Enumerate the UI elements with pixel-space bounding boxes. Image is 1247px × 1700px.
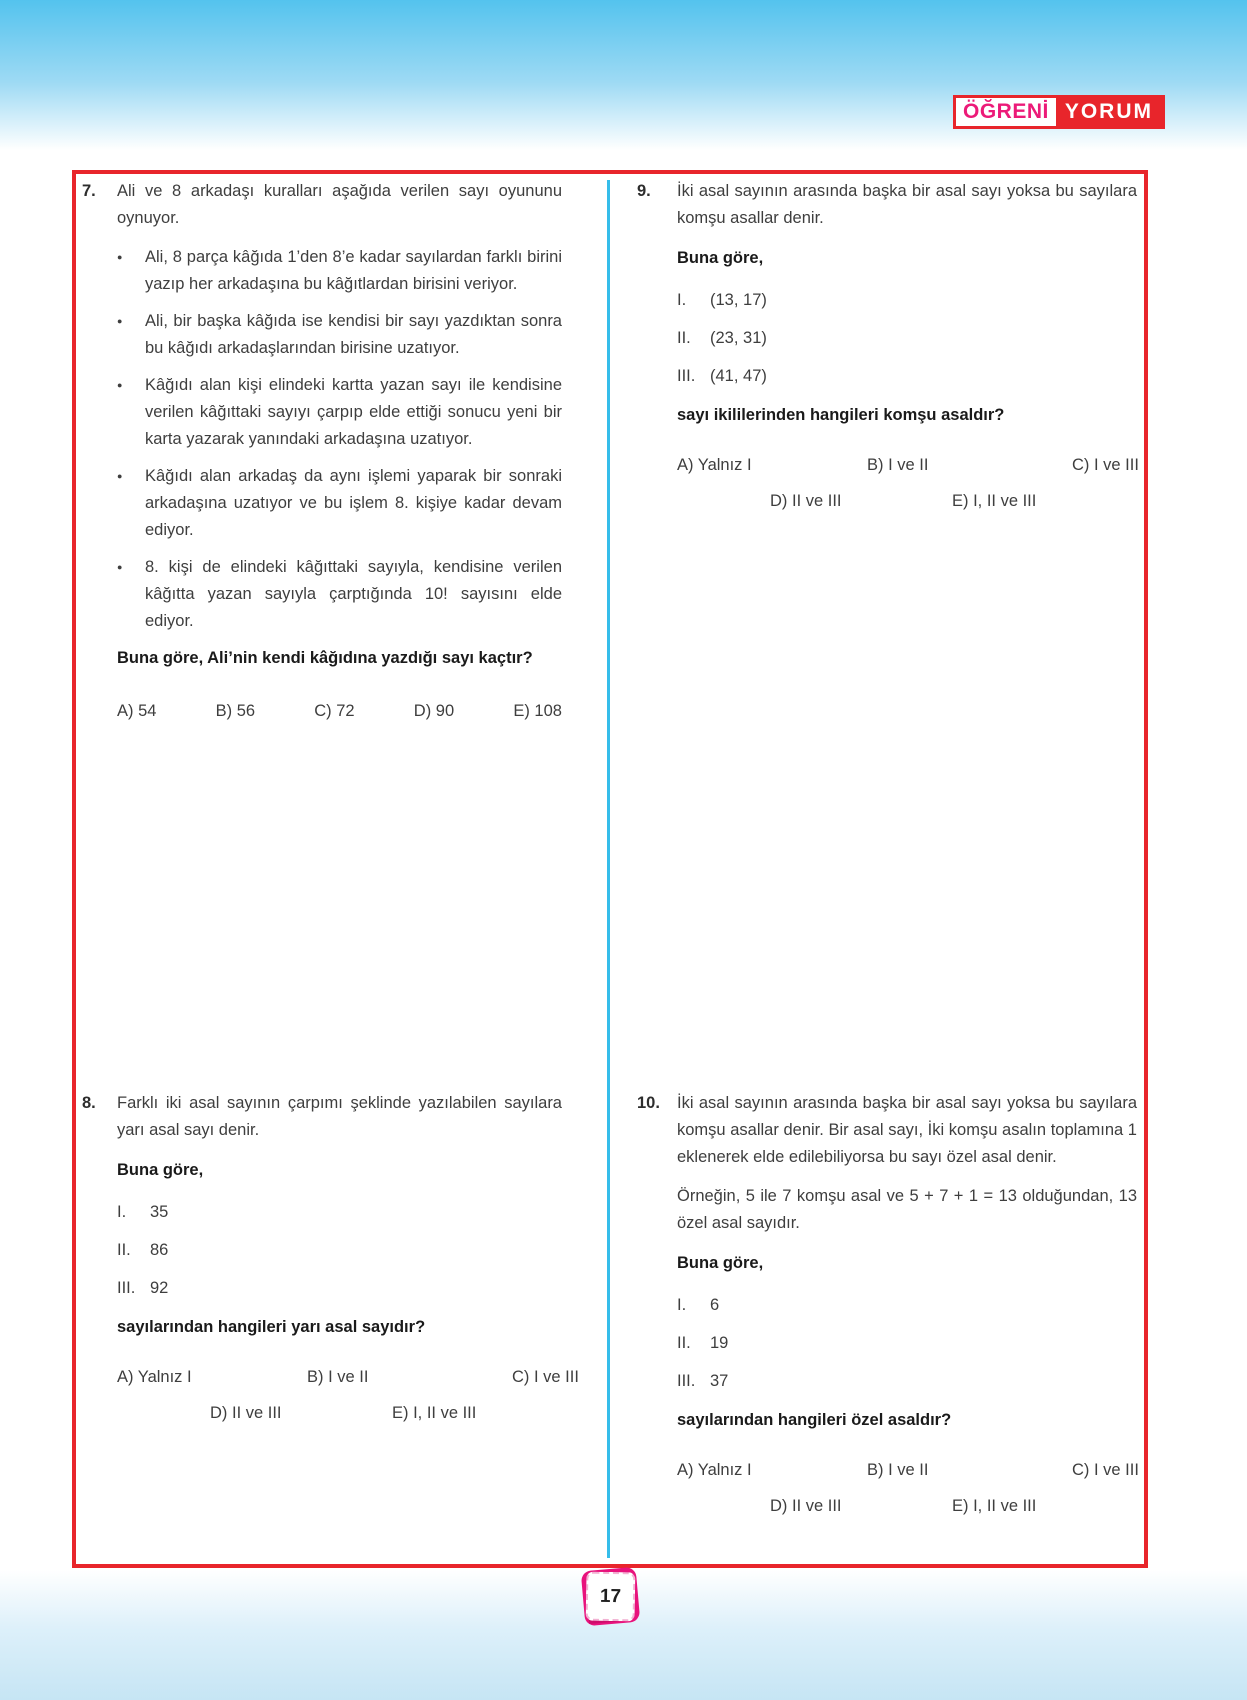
question-9-lead: Buna göre, [677, 249, 764, 267]
option-b: B) I ve II [867, 1461, 929, 1479]
question-10-lead: Buna göre, [677, 1254, 764, 1272]
roman-item [677, 1292, 1137, 1319]
question-8-options [117, 1364, 579, 1427]
roman-item [677, 1368, 1137, 1395]
option-d: D) 90 [413, 702, 455, 720]
question-7 [82, 178, 562, 725]
options-row-2 [117, 1400, 562, 1427]
roman-label: I. [117, 1203, 127, 1221]
question-7-options [117, 698, 562, 725]
logo-text-yorum: YORUM [1056, 98, 1162, 126]
option-e: E) 108 [513, 702, 562, 720]
question-10-prompt: sayılarından hangileri özel asaldır? [677, 1411, 952, 1429]
option-c: C) I ve III [512, 1368, 579, 1386]
roman-value: 19 [710, 1334, 729, 1352]
roman-value: (13, 17) [710, 291, 767, 309]
bullet-item [117, 244, 562, 298]
question-9-number: 9. [637, 182, 651, 200]
roman-item [117, 1275, 562, 1302]
question-9-body [677, 178, 1137, 515]
options-row-1 [677, 1457, 1137, 1484]
question-10-options [677, 1457, 1137, 1520]
option-a: A) 54 [117, 702, 157, 720]
page-header [0, 0, 1247, 150]
brand-logo [953, 95, 1165, 129]
bullet-text: Kâğıdı alan arkadaş da aynı işlemi yaparak bir sonraki arkadaşına uzatıyor ve bu işlem 8. kişiye kadar devam ediyor. [145, 467, 562, 539]
option-e: E) I, II ve III [392, 1404, 477, 1422]
question-10-number: 10. [637, 1094, 660, 1112]
roman-item [117, 1237, 562, 1264]
option-a: A) Yalnız I [677, 1461, 752, 1479]
logo-text-ogreni: ÖĞRENİ [956, 98, 1056, 126]
page-number: 17 [586, 1572, 636, 1622]
option-e: E) I, II ve III [952, 1497, 1037, 1515]
roman-value: 86 [150, 1241, 169, 1259]
roman-label: I. [677, 291, 687, 309]
bullet-item [117, 554, 562, 635]
option-e: E) I, II ve III [952, 492, 1037, 510]
badge-background [581, 1567, 641, 1627]
question-8-intro: Farklı iki asal sayının çarpımı şeklinde yazılabilen sayılara yarı asal sayı denir. [117, 1094, 562, 1139]
page-number-badge [583, 1569, 638, 1624]
option-c: C) 72 [314, 702, 355, 720]
bullet-text: 8. kişi de elindeki kâğıttaki sayıyla, kendisine verilen kâğıtta yazan sayıyla çarptığında 10! sayısını elde ediyor. [145, 558, 562, 630]
question-9-prompt: sayı ikililerinden hangileri komşu asaldır? [677, 406, 1005, 424]
roman-item [677, 363, 1137, 390]
bullet-icon: ● [117, 380, 123, 390]
question-9-intro: İki asal sayının arasında başka bir asal sayı yoksa bu sayılara komşu asallar denir. [677, 182, 1137, 227]
roman-value: 37 [710, 1372, 729, 1390]
option-b: B) I ve II [867, 456, 929, 474]
roman-value: (41, 47) [710, 367, 767, 385]
option-b: B) I ve II [307, 1368, 369, 1386]
option-d: D) II ve III [210, 1404, 282, 1422]
option-a: A) Yalnız I [117, 1368, 192, 1386]
options-row-2 [677, 488, 1137, 515]
bullet-icon: ● [117, 562, 123, 572]
question-8-number: 8. [82, 1094, 96, 1112]
roman-label: III. [677, 367, 696, 385]
question-8-lead: Buna göre, [117, 1161, 204, 1179]
question-7-body [117, 178, 562, 725]
roman-label: I. [677, 1296, 687, 1314]
roman-label: II. [677, 329, 691, 347]
question-10-example: Örneğin, 5 ile 7 komşu asal ve 5 + 7 + 1 = 13 olduğundan, 13 özel asal sayıdır. [677, 1187, 1137, 1232]
roman-value: 6 [710, 1296, 720, 1314]
roman-item [677, 325, 1137, 352]
bullet-item [117, 463, 562, 544]
option-c: C) I ve III [1072, 456, 1139, 474]
question-7-intro: Ali ve 8 arkadaşı kuralları aşağıda verilen sayı oyununu oynuyor. [117, 182, 562, 227]
question-7-number: 7. [82, 182, 96, 200]
roman-value: (23, 31) [710, 329, 767, 347]
question-9 [637, 178, 1137, 515]
question-9-options [677, 452, 1137, 515]
question-10-body [677, 1090, 1137, 1520]
option-b: B) 56 [215, 702, 256, 720]
option-a: A) Yalnız I [677, 456, 752, 474]
bullet-icon: ● [117, 252, 123, 262]
bullet-item [117, 308, 562, 362]
option-d: D) II ve III [770, 492, 842, 510]
roman-value: 35 [150, 1203, 169, 1221]
column-divider [607, 180, 610, 1558]
roman-item [677, 1330, 1137, 1357]
roman-item [677, 287, 1137, 314]
question-7-prompt: Buna göre, Ali’nin kendi kâğıdına yazdığı sayı kaçtır? [117, 649, 533, 667]
bullet-icon: ● [117, 316, 123, 326]
roman-label: II. [677, 1334, 691, 1352]
roman-label: II. [117, 1241, 131, 1259]
question-10 [637, 1090, 1137, 1520]
bullet-item [117, 372, 562, 453]
roman-label: III. [117, 1279, 136, 1297]
bullet-text: Ali, 8 parça kâğıda 1’den 8’e kadar sayılardan farklı birini yazıp her arkadaşına bu kâğıtlardan birisini veriyor. [145, 248, 562, 293]
question-8-prompt: sayılarından hangileri yarı asal sayıdır? [117, 1318, 426, 1336]
roman-label: III. [677, 1372, 696, 1390]
question-8-body [117, 1090, 579, 1427]
bullet-text: Kâğıdı alan kişi elindeki kartta yazan sayı ile kendisine verilen kâğıttaki sayıyı çarpıp elde ettiği sonucu yeni bir karta yazarak yanındaki arkadaşına uzatıyor. [145, 376, 562, 448]
bullet-icon: ● [117, 471, 123, 481]
options-row-1 [677, 452, 1137, 479]
bullet-text: Ali, bir başka kâğıda ise kendisi bir sayı yazdıktan sonra bu kâğıdı arkadaşlarından birisine uzatıyor. [145, 312, 562, 357]
question-8 [82, 1090, 579, 1427]
option-c: C) I ve III [1072, 1461, 1139, 1479]
roman-value: 92 [150, 1279, 169, 1297]
question-10-intro: İki asal sayının arasında başka bir asal sayı yoksa bu sayılara komşu asallar denir. Bir asal sayı, İki komşu asalın toplamına 1 eklenerek elde edilebiliyorsa bu sayı özel asal denir. [677, 1094, 1137, 1166]
options-row-1 [117, 1364, 579, 1391]
options-row-2 [677, 1493, 1137, 1520]
option-d: D) II ve III [770, 1497, 842, 1515]
roman-item [117, 1199, 562, 1226]
